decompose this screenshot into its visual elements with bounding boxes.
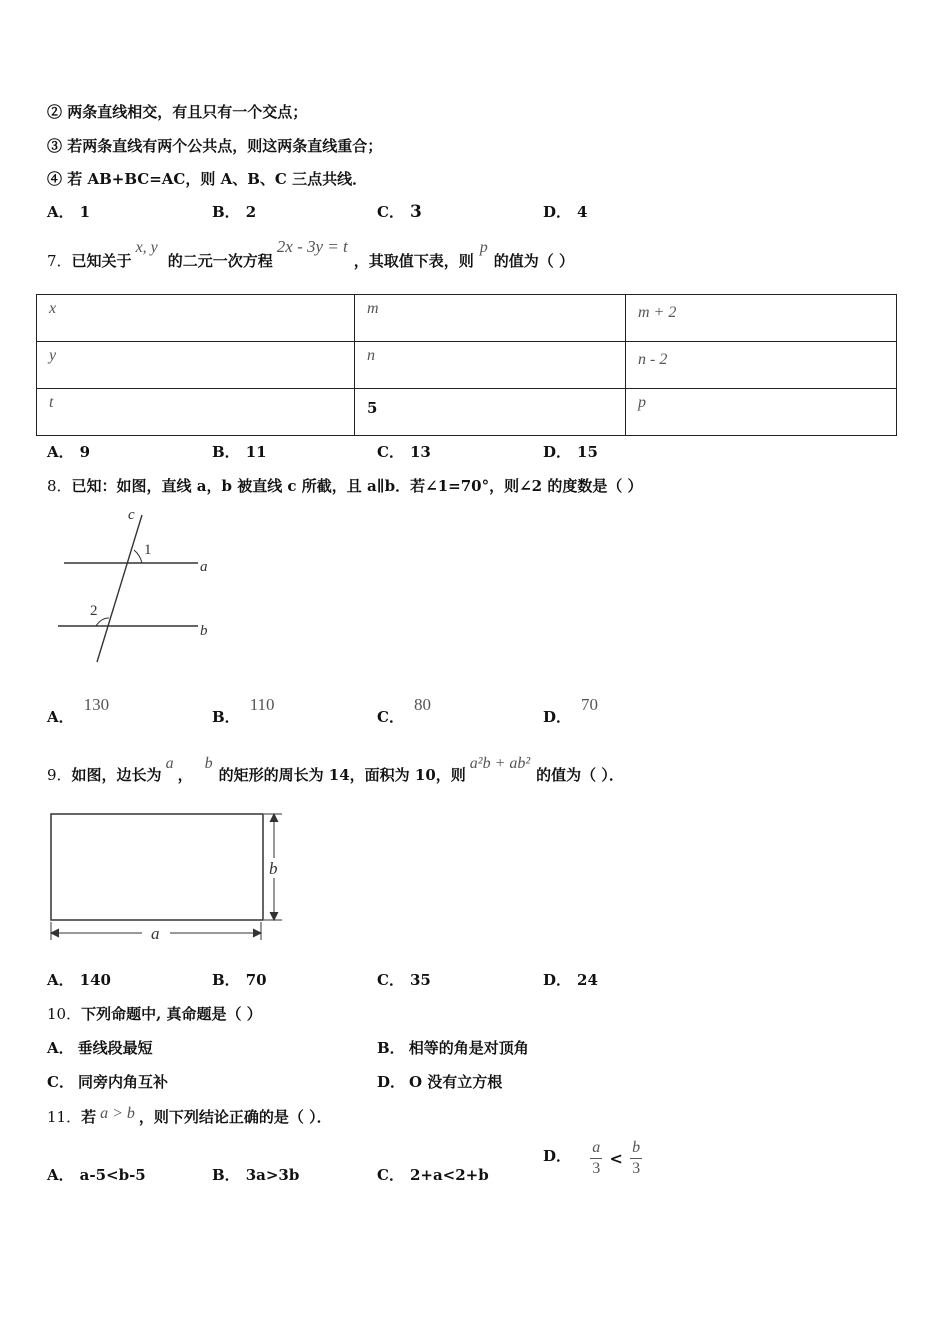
q8-option-b[interactable]: B．110 [212,695,275,726]
q6-option-c[interactable] [377,201,422,222]
q11-option-c[interactable]: C． 2+a<2+b [377,1166,489,1184]
question-number: 7． [47,252,72,270]
q7-text-4: 的值为（ ） [493,252,574,270]
less-than: < [609,1149,623,1168]
q7-option-c[interactable]: C． 13 [377,443,431,461]
q7-text-3: ，其取值下表，则 [353,252,474,270]
q11-text-1: 若 [81,1108,97,1126]
q6-option-a[interactable] [47,201,90,222]
q7-value-table [36,294,897,436]
q6-statement-4: ④ 若 AB+BC=AC，则 A、B、C 三点共线． [47,170,368,188]
table-cell: n [355,342,626,389]
q8-option-c[interactable]: C．80 [377,695,431,726]
q6-option-b[interactable] [212,201,256,222]
q10-option-d[interactable]: D． O 没有立方根 [377,1073,503,1091]
q9-option-a[interactable]: A． 140 [47,971,111,989]
q9-text-1: 如图，边长为 [71,766,162,784]
fraction-a-over-3: $\frac{a}{3}$ [592,1139,601,1177]
q11-option-d[interactable]: D． $\frac{a}{3}$ < $\frac{b}{3}$ [543,1139,641,1177]
option-label: A． [47,203,74,221]
q8-figure [50,505,230,670]
q10-option-a[interactable]: A． 垂线段最短 [47,1039,153,1057]
rectangle [51,814,263,920]
table-cell: x [37,295,355,342]
q11-stem [47,1102,332,1132]
q10-stem [47,1003,262,1024]
table-row [37,295,897,342]
angle-2-arc [96,618,109,626]
q9-figure [44,808,294,946]
question-number: 11． [47,1108,82,1126]
q10-option-c[interactable]: C． 同旁内角互补 [47,1073,168,1091]
q9-expression: a²b + ab² [469,755,531,772]
table-row [37,342,897,389]
q11-condition: a > b [100,1105,135,1122]
label-b: b [200,623,208,639]
q9-text-3: 的值为（ ）． [536,766,624,784]
option-value: 3 [409,202,422,222]
table-cell: t [37,389,355,436]
question-number: 9． [47,766,72,784]
option-label: C． [377,203,404,221]
q7-option-b[interactable]: B． 11 [212,443,267,461]
table-cell: p [626,389,897,436]
fraction-b-over-3: $\frac{b}{3}$ [632,1139,641,1177]
table-cell: m [355,295,626,342]
option-value: 4 [577,203,588,221]
q7-p: p [479,239,488,256]
option-label: B． [212,203,240,221]
label-a: a [151,924,160,943]
label-c: c [128,507,135,523]
q9-text-2: 的矩形的周长为 14，面积为 10，则 [218,766,466,784]
q7-text-2: 的二元一次方程 [167,252,273,270]
q10-text: 下列命题中, 真命题是（ ） [81,1005,262,1023]
q9-stem: 9．如图，边长为a，b的矩形的周长为 14，面积为 10，则a²b + ab²的值为（ ）． [47,755,624,784]
table-cell: 5 [355,389,626,436]
q7-equation: 2x - 3y = t [276,237,348,256]
q8-stem [47,475,643,496]
table-cell: n - 2 [626,342,897,389]
q7-vars: x, y [135,239,158,256]
angle-1-arc [134,550,142,563]
option-label: D． [543,203,572,221]
table-cell: m + 2 [626,295,897,342]
q7-option-d[interactable]: D． 15 [543,443,598,461]
q7-option-a[interactable]: A． 9 [47,443,91,461]
label-a: a [200,559,208,575]
q11-option-b[interactable]: B． 3a>3b [212,1166,300,1184]
q6-option-d[interactable] [543,201,587,222]
q9-option-b[interactable]: B． 70 [212,971,267,989]
q9-b: b [204,755,213,772]
arrow-down [270,912,278,920]
q9-option-d[interactable]: D． 24 [543,971,598,989]
q11-text-2: ，则下列结论正确的是（ ）． [138,1108,332,1126]
label-b: b [269,859,278,878]
option-value: 2 [245,203,257,221]
q6-statement-3: ③ 若两条直线有两个公共点，则这两条直线重合； [47,137,383,155]
label-angle-1: 1 [144,542,152,558]
q10-option-b[interactable]: B． 相等的角是对顶角 [377,1039,529,1057]
table-cell: y [37,342,355,389]
option-value: 1 [79,203,91,221]
table-row [37,389,897,436]
arrow-right [253,929,261,937]
arrow-left [51,929,59,937]
q11-option-a[interactable]: A． a-5<b-5 [47,1166,146,1184]
arrow-up [270,814,278,822]
q8-option-d[interactable]: D．70 [543,695,599,726]
question-number: 10． [47,1005,82,1023]
q8-option-a[interactable]: A．130 [47,695,110,726]
q9-a: a [165,755,174,772]
label-angle-2: 2 [90,603,98,619]
question-number: 8． [47,477,72,495]
line-c [97,515,142,662]
q9-option-c[interactable]: C． 35 [377,971,431,989]
q8-text: 已知：如图，直线 a，b 被直线 c 所截，且 a∥b．若∠1=70°，则∠2 的度数是（ ） [71,477,643,495]
q7-text-1: 已知关于 [71,252,132,270]
q6-statement-2: ② 两条直线相交，有且只有一个交点； [47,103,308,121]
q7-stem [47,236,574,276]
